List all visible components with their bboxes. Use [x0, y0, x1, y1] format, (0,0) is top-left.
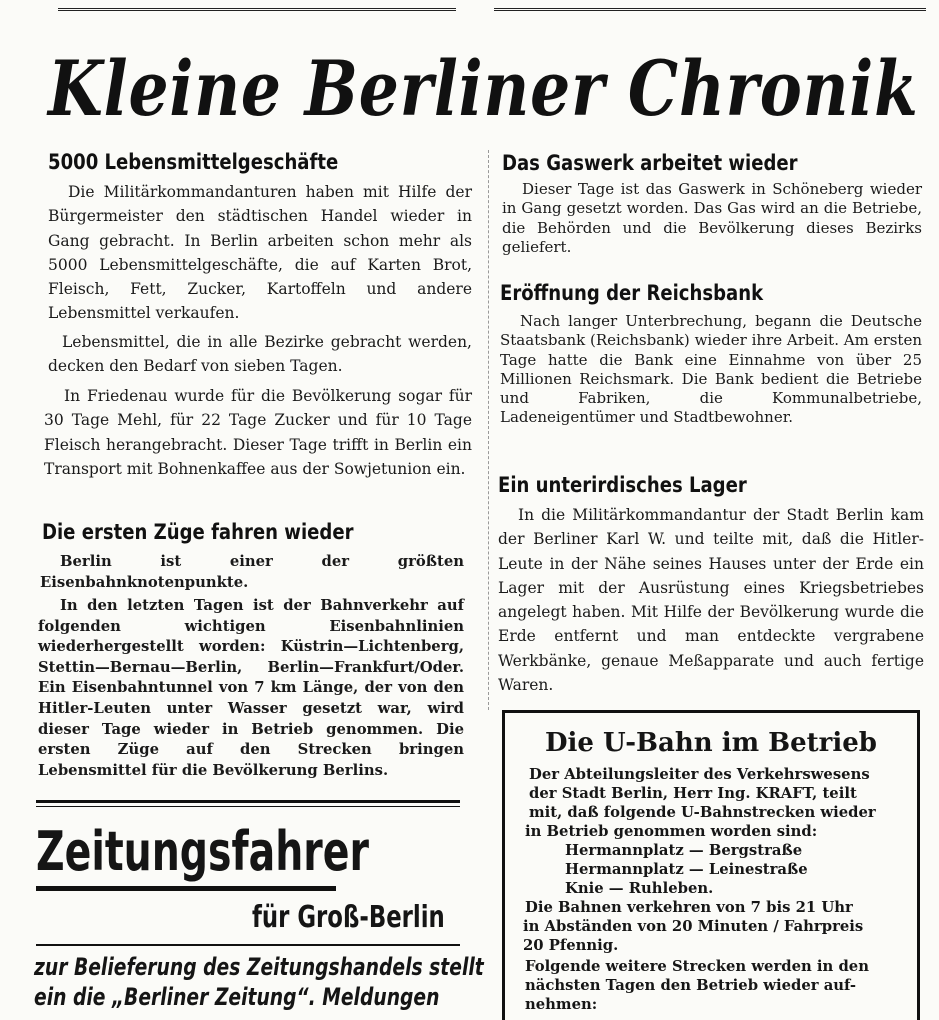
- ad-sub-rule: [36, 944, 460, 946]
- ubahn-line: der Stadt Berlin, Herr Ing. KRAFT, teilt: [529, 785, 857, 802]
- article-paragraph: Nach langer Unterbrechung, begann die Deutsche Staatsbank (Reichsbank) wieder ihre Arbeit. Am ersten Tage hatte die Bank eine Einnahme von über 25 Millionen Reichsmark. Die Bank bedient die Betriebe und Fabriken, die Kommunalbetriebe, Ladeneigentümer und Stadtbewohner.: [500, 312, 922, 427]
- ad-top-rule: [36, 800, 460, 803]
- article-paragraph: Die Militärkommandanturen haben mit Hilfe der Bürgermeister den städtischen Handel wieder in Gang gebracht. In Berlin arbeiten schon mehr als 5000 Lebensmittelgeschäfte, die auf Karten Brot, Fleisch, Fett, Zucker, Kartoffeln und andere Lebensmittel verkaufen.: [48, 183, 472, 323]
- column-divider: [488, 150, 489, 710]
- masthead-title: Kleine Berliner Chronik: [48, 44, 919, 133]
- ad-top-rule-thin: [36, 806, 460, 807]
- article-headline-lebensmittel: 5000 Lebensmittelgeschäfte: [48, 150, 339, 174]
- ad-text-line: zur Belieferung des Zeitungshandels stellt: [34, 953, 484, 981]
- ubahn-line: Knie — Ruhleben.: [565, 880, 714, 897]
- article-headline-reichsbank: Eröffnung der Reichsbank: [500, 281, 764, 305]
- article-paragraph: In den letzten Tagen ist der Bahnverkehr auf folgenden wichtigen Eisenbahnlinien wiederhergestellt worden: Küstrin—Lichtenberg, Stettin—Bernau—Berlin, Berlin—Frankfurt/Oder. Ein Eisenbahntunnel von 7 km Länge, der von den Hitler-Leuten unter Wasser gesetzt war, wird dieser Tage wieder in Betrieb genommen. Die ersten Züge auf den Strecken bringen Lebensmittel für die Bevölkerung Berlins.: [38, 597, 464, 779]
- ubahn-line: in Abständen von 20 Minuten / Fahrpreis: [523, 918, 864, 935]
- ad-title: Zeitungsfahrer: [36, 820, 369, 883]
- article-paragraph: Berlin ist einer der größten Eisenbahnknotenpunkte.: [40, 553, 464, 591]
- ubahn-box: [502, 710, 920, 1020]
- ad-text-line: ein die „Berliner Zeitung“. Meldungen: [34, 983, 440, 1011]
- article-headline-gaswerk: Das Gaswerk arbeitet wieder: [502, 151, 798, 175]
- ubahn-title: Die U-Bahn im Betrieb: [545, 728, 877, 758]
- ad-subtitle: für Groß-Berlin: [252, 900, 445, 935]
- ubahn-line: nehmen:: [525, 996, 598, 1013]
- article-paragraph: In die Militärkommandantur der Stadt Berlin kam der Berliner Karl W. und teilte mit, daß die Hitler-Leute in der Nähe seines Hauses unter der Erde ein Lager mit der Ausrüstung eines Kriegsbetriebes angelegt haben. Mit Hilfe der Bevölkerung wurde die Erde entfernt und man entdeckte vergrabene Werkbänke, genaue Meßapparate und auch fertige Waren.: [498, 506, 924, 695]
- ubahn-line: mit, daß folgende U-Bahnstrecken wieder: [529, 804, 876, 821]
- ubahn-line: Die Bahnen verkehren von 7 bis 21 Uhr: [525, 899, 853, 916]
- ubahn-line: in Betrieb genommen worden sind:: [525, 823, 818, 840]
- top-rule-left: [58, 8, 456, 11]
- article-paragraph: Dieser Tage ist das Gaswerk in Schöneberg wieder in Gang gesetzt worden. Das Gas wird an die Betriebe, die Behörden und die Bevölkerung dieses Bezirks geliefert.: [502, 180, 922, 256]
- ubahn-line: Folgende weitere Strecken werden in den: [525, 958, 869, 975]
- article-headline-lager: Ein unterirdisches Lager: [498, 473, 747, 497]
- ubahn-line: Der Abteilungsleiter des Verkehrswesens: [529, 766, 870, 783]
- article-headline-zuege: Die ersten Züge fahren wieder: [42, 520, 354, 544]
- article-paragraph: In Friedenau wurde für die Bevölkerung sogar für 30 Tage Mehl, für 22 Tage Zucker und für 10 Tage Fleisch herangebracht. Dieser Tage trifft in Berlin ein Transport mit Bohnenkaffee aus der Sowjetunion ein.: [44, 387, 472, 478]
- ubahn-line: Hermannplatz — Leinestraße: [565, 861, 808, 878]
- ubahn-line: 20 Pfennig.: [523, 937, 619, 954]
- article-paragraph: Lebensmittel, die in alle Bezirke gebracht werden, decken den Bedarf von sieben Tagen.: [48, 333, 472, 376]
- ubahn-line: Hermannplatz — Bergstraße: [565, 842, 803, 859]
- top-rule-right: [494, 8, 926, 11]
- ad-underline: [36, 886, 336, 891]
- ubahn-line: nächsten Tagen den Betrieb wieder auf-: [525, 977, 857, 994]
